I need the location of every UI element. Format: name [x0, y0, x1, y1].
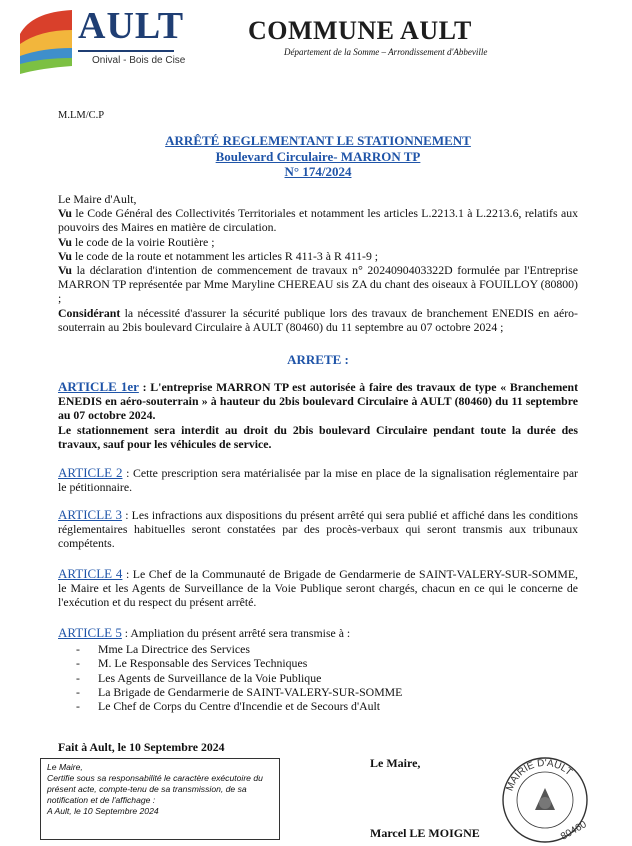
- list-item: - M. Le Responsable des Services Techniques: [58, 656, 578, 670]
- article-4-heading: ARTICLE 4: [58, 566, 123, 581]
- list-item: - Mme La Directrice des Services: [58, 642, 578, 656]
- list-item: - Les Agents de Surveillance de la Voie Publique: [58, 671, 578, 685]
- le-maire-label: Le Maire,: [370, 756, 421, 770]
- intro-maire: Le Maire d'Ault,: [58, 192, 137, 206]
- certification-box: [40, 758, 280, 840]
- article-1-heading: ARTICLE 1er: [58, 379, 139, 394]
- article-1: ARTICLE 1er : L'entreprise MARRON TP est autorisée à faire des travaux de type « Branchement ENEDIS en aéro-souterrain » à hauteur du 2bis boulevard Circulaire à AULT (80460) du 11 septembre au 07 octobre 2024. Le stationnement sera interdit au droit du 2bis boulevard Circulaire pendant toute la durée des travaux, sauf pour les véhicules de service.: [58, 379, 578, 451]
- article-3: ARTICLE 3 : Les infractions aux dispositions du présent arrêté qui sera publié et affiché dans les conditions réglementaires habituelles seront constatées par des procès-verbaux qui seront transmis aux tribunaux compétents.: [58, 507, 578, 551]
- vu-1: Vu le Code Général des Collectivités Territoriales et notamment les articles L.2213.1 à L.2213.6, relatifs aux pouvoirs des Maires en matière de circulation.: [58, 206, 578, 235]
- cert-text: Certifie sous sa responsabilité le caractère exécutoire du présent acte, compte-tenu de sa transmission, de sa notification et de l'affichage :: [47, 773, 263, 805]
- logo-title: AULT: [78, 5, 185, 47]
- article-5-heading: ARTICLE 5: [58, 625, 122, 640]
- vu-4: Vu la déclaration d'intention de commencement de travaux n° 2024090403322D formulée par l'Entreprise MARRON TP représentée par Mme Maryline CHEREAU sis ZA du chant des oiseaux à FOUILLOY (80800) ;: [58, 263, 578, 306]
- fait-date: Fait à Ault, le 10 Septembre 2024: [58, 740, 225, 754]
- commune-title: COMMUNE AULT: [248, 16, 472, 45]
- vu-3: Vu le code de la route et notamment les articles R 411-3 à R 411-9 ;: [58, 248, 379, 263]
- title-line-2: Boulevard Circulaire- MARRON TP: [215, 149, 421, 164]
- cert-date: A Ault, le 10 Septembre 2024: [47, 806, 159, 816]
- ampliation-list: [58, 642, 578, 713]
- vu-2: Vu le code de la voirie Routière ;: [58, 234, 215, 249]
- reference-code: M.LM/C.P: [58, 110, 105, 121]
- article-4: ARTICLE 4 : Le Chef de la Communauté de Brigade de Gendarmerie de SAINT-VALERY-SUR-SOMME, le Maire et les Agents de Surveillance de la Voie Publique seront chargés, chacun en ce qui le concerne de l'exécution et du respect du présent arrêté.: [58, 566, 578, 610]
- list-item: - La Brigade de Gendarmerie de SAINT-VALERY-SUR-SOMME: [58, 685, 578, 699]
- department-line: Département de la Somme – Arrondissement d'Abbeville: [284, 47, 488, 57]
- title-line-1: ARRÊTÉ REGLEMENTANT LE STATIONNEMENT: [165, 133, 471, 148]
- title-line-3: N° 174/2024: [284, 164, 352, 179]
- arrete-heading: ARRETE :: [287, 352, 349, 367]
- article-2-heading: ARTICLE 2: [58, 465, 123, 480]
- stamp-text: MAIRIE D'AULT: [504, 757, 575, 793]
- intro-section: [58, 192, 578, 334]
- list-item: - Le Chef de Corps du Centre d'Incendie et de Secours d'Ault: [58, 699, 578, 713]
- stamp-code: 80460: [559, 819, 589, 843]
- considerant: Considérant la nécessité d'assurer la sécurité publique lors des travaux de branchement ENEDIS en aéro-souterrain au 2bis boulevard Circulaire à AULT (80460) du 11 septembre au 07 octobre 2024 ;: [58, 305, 578, 334]
- signatory-name: Marcel LE MOIGNE: [370, 826, 480, 840]
- cert-title: Le Maire,: [47, 762, 83, 772]
- article-5: ARTICLE 5 : Ampliation du présent arrêté sera transmise à : - Mme La Directrice des Services - M. Le Responsable des Services Techniques - Les Agents de Surveillance de la Voie Publique - La Brigade de Gendarmerie de SAINT-VALERY-SUR-SOMME - Le Chef de Corps du Centre d'Incendie et de Secours d'Ault: [58, 626, 578, 713]
- article-1-parking: Le stationnement sera interdit au droit du 2bis boulevard Circulaire pendant toute la durée des travaux, sauf pour les véhicules de service.: [58, 422, 578, 451]
- article-3-heading: ARTICLE 3: [58, 507, 123, 522]
- article-2: ARTICLE 2 : Cette prescription sera matérialisée par la mise en place de la signalisation réglementaire par le pétitionnaire.: [58, 465, 578, 495]
- logo-subtitle: Onival - Bois de Cise: [92, 55, 186, 66]
- mairie-stamp: [495, 748, 595, 846]
